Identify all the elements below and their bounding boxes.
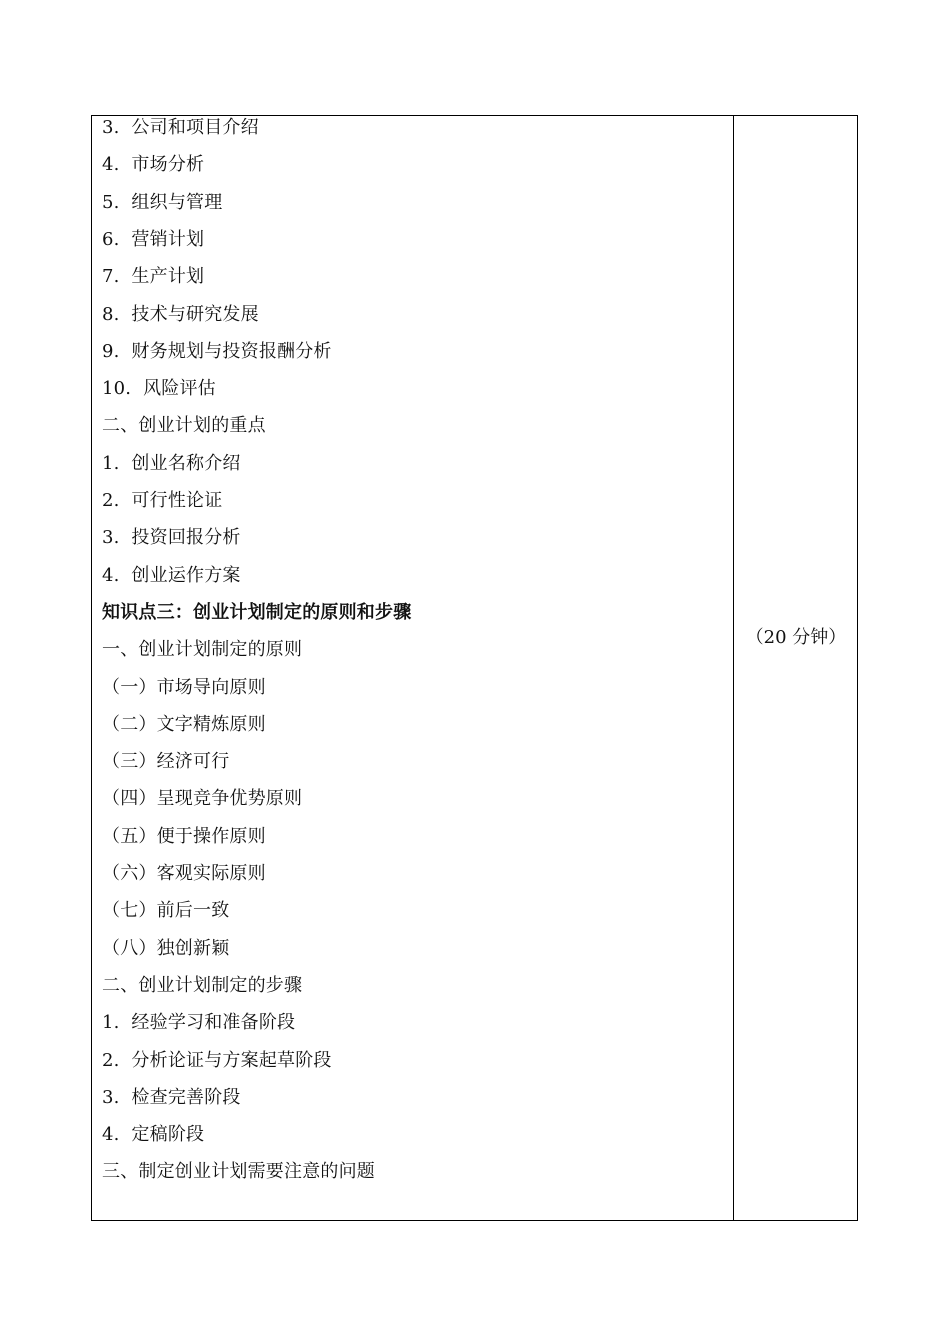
list-item: （八）独创新颖	[102, 937, 230, 959]
list-item: 1. 创业名称介绍	[102, 452, 241, 474]
list-item: 一、创业计划制定的原则	[102, 639, 303, 661]
list-item: 4. 创业运作方案	[102, 564, 241, 586]
list-item: 9. 财务规划与投资报酬分析	[102, 340, 332, 362]
list-item: 5. 组织与管理	[102, 191, 223, 213]
list-item: 7. 生产计划	[102, 266, 205, 288]
list-item: （三）经济可行	[102, 751, 230, 773]
list-item: 3. 投资回报分析	[102, 527, 241, 549]
list-item: （五）便于操作原则	[102, 825, 266, 847]
time-cell	[734, 116, 858, 1220]
list-item: 3. 检查完善阶段	[102, 1086, 241, 1108]
list-item: （四）呈现竞争优势原则	[102, 788, 303, 810]
list-item: （六）客观实际原则	[102, 863, 266, 884]
list-item: 三、制定创业计划需要注意的问题	[102, 1161, 375, 1183]
list-item: 1. 经验学习和准备阶段	[102, 1012, 296, 1034]
list-item: 4. 定稿阶段	[102, 1124, 205, 1146]
list-item: 二、创业计划的重点	[102, 415, 266, 437]
list-item: 2. 可行性论证	[102, 490, 223, 511]
section-heading: 知识点三：创业计划制定的原则和步骤	[102, 601, 412, 623]
list-item: 4. 市场分析	[102, 154, 205, 176]
list-item: 6. 营销计划	[102, 228, 205, 250]
list-item: （二）文字精炼原则	[102, 713, 266, 735]
list-item: 2. 分析论证与方案起草阶段	[102, 1049, 332, 1071]
list-item: 10. 风险评估	[102, 378, 216, 400]
list-item: 二、创业计划制定的步骤	[102, 974, 303, 996]
lesson-plan-table	[91, 115, 858, 1221]
content-cell	[92, 116, 733, 1220]
list-item: 8. 技术与研究发展	[102, 303, 259, 325]
list-item: （一）市场导向原则	[102, 676, 266, 698]
time-allocation-label: （20 分钟）	[745, 627, 847, 648]
list-item: 3. 公司和项目介绍	[102, 117, 259, 138]
list-item: （七）前后一致	[102, 900, 230, 922]
